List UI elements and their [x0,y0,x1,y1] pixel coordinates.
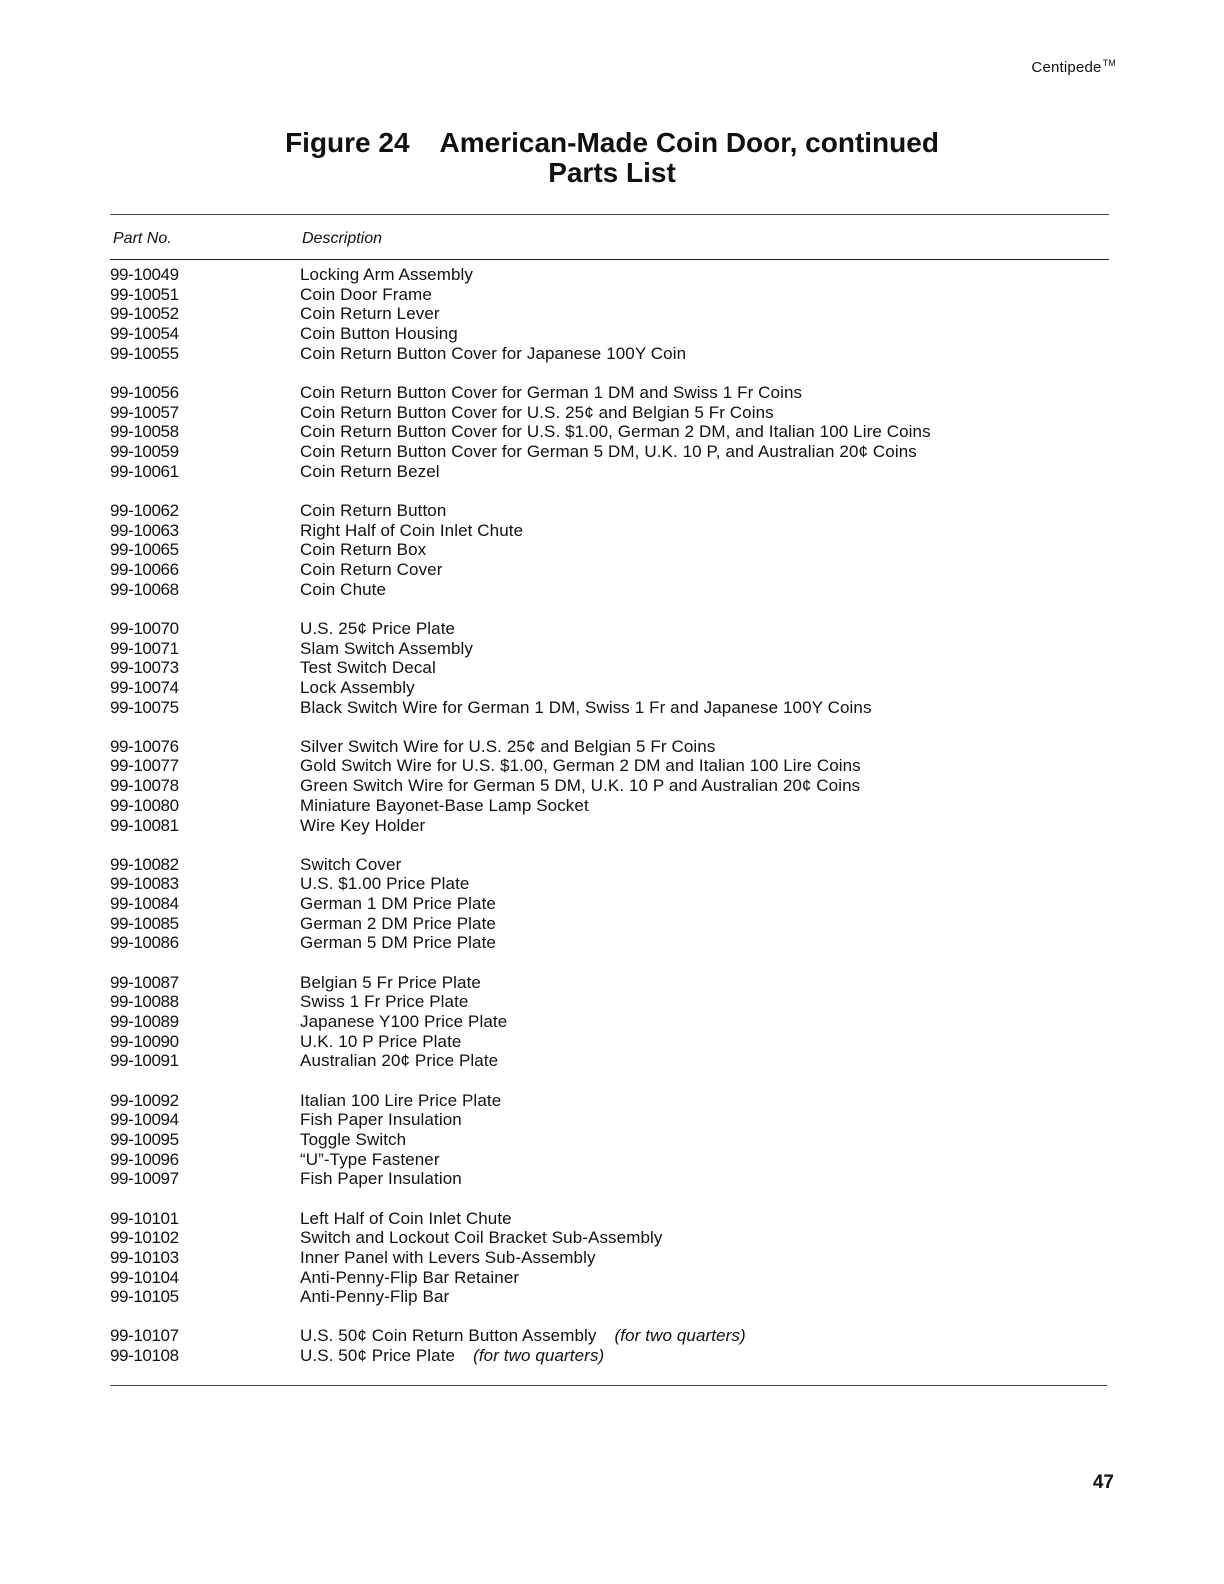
part-description-cell [300,816,1110,836]
part-number: 99-10070 [110,618,179,638]
part-description-cell [300,1091,1110,1111]
parts-group [110,855,1110,953]
parts-row [110,1130,1110,1150]
figure-title [0,128,1224,188]
parts-row [110,560,1110,580]
part-description-cell [300,992,1110,1012]
parts-row [110,344,1110,364]
part-description-cell [300,855,1110,875]
parts-list [110,265,1110,1385]
part-description: U.S. $1.00 Price Plate [300,874,470,894]
parts-row [110,442,1110,462]
part-description: Swiss 1 Fr Price Plate [300,992,469,1012]
page-number: 47 [1092,1472,1114,1493]
part-number: 99-10056 [110,382,179,402]
parts-row [110,933,1110,953]
part-description: German 5 DM Price Plate [300,933,496,953]
header-rule [110,259,1109,260]
part-description-cell [300,1326,1110,1346]
parts-row [110,403,1110,423]
part-description-cell [300,1032,1110,1052]
part-number: 99-10059 [110,442,179,461]
parts-row [110,894,1110,914]
part-description-cell [300,1346,1110,1366]
parts-row [110,383,1110,403]
parts-row [110,1248,1110,1268]
part-number: 99-10052 [110,304,179,324]
parts-row [110,462,1110,482]
part-description: Black Switch Wire for German 1 DM, Swiss 1 Fr and Japanese 100Y Coins [300,697,872,717]
parts-row [110,756,1110,776]
parts-row [110,324,1110,344]
part-description: Fish Paper Insulation [300,1110,462,1130]
part-description: Miniature Bayonet-Base Lamp Socket [300,795,589,815]
part-number: 99-10096 [110,1149,179,1169]
part-number: 99-10071 [110,638,179,658]
part-description-cell [300,1012,1110,1032]
part-description-cell [300,1287,1110,1307]
part-description-cell [300,776,1110,796]
parts-row [110,304,1110,324]
parts-group [110,501,1110,599]
parts-row [110,1150,1110,1170]
part-description-cell [300,1268,1110,1288]
part-description: Coin Return Button [300,500,447,520]
part-number: 99-10085 [110,913,179,933]
part-description-cell [300,678,1110,698]
part-number: 99-10054 [110,324,179,344]
part-description: German 2 DM Price Plate [300,913,496,933]
part-description: Japanese Y100 Price Plate [300,1012,508,1031]
part-number: 99-10049 [110,265,179,284]
parts-row [110,678,1110,698]
part-description-cell [300,1228,1110,1248]
part-description: Coin Return Box [300,540,427,560]
part-number: 99-10101 [110,1208,179,1228]
part-description: Coin Return Button Cover for German 5 DM, U.K. 10 P, and Australian 20¢ Coins [300,442,917,461]
part-number: 99-10094 [110,1110,179,1130]
running-header [1031,58,1116,76]
part-description: Coin Return Button Cover for U.S. $1.00, German 2 DM, and Italian 100 Lire Coins [300,422,931,442]
part-number: 99-10078 [110,776,179,796]
parts-group [110,737,1110,835]
part-number: 99-10080 [110,795,179,815]
part-description-cell [300,1169,1110,1189]
part-description-cell [300,422,1110,442]
part-number: 99-10103 [110,1247,179,1267]
parts-group [110,1326,1110,1365]
parts-row [110,265,1110,285]
part-description: Coin Return Lever [300,304,440,324]
parts-row [110,874,1110,894]
part-description: U.S. 50¢ Price Plate [300,1346,456,1366]
parts-group [110,1209,1110,1307]
part-description: Italian 100 Lire Price Plate [300,1090,502,1110]
part-description: Coin Return Bezel [300,461,440,481]
part-description-cell [300,973,1110,993]
parts-row [110,796,1110,816]
part-number: 99-10075 [110,697,179,717]
part-description-cell [300,403,1110,423]
parts-row [110,639,1110,659]
part-description: Switch and Lockout Coil Bracket Sub-Assembly [300,1228,663,1248]
top-rule [110,214,1109,215]
parts-row [110,914,1110,934]
part-description-cell [300,639,1110,659]
part-description: Belgian 5 Fr Price Plate [300,972,481,992]
part-description: Switch Cover [300,854,402,874]
part-description-cell [300,442,1110,462]
product-name: Centipede [1031,59,1102,76]
part-number: 99-10081 [110,815,179,835]
parts-row [110,1287,1110,1307]
parts-row [110,580,1110,600]
part-description: Coin Button Housing [300,324,458,344]
part-number: 99-10061 [110,461,179,481]
part-description-cell [300,265,1110,285]
parts-group [110,265,1110,363]
parts-row [110,501,1110,521]
parts-row [110,1012,1110,1032]
part-number: 99-10076 [110,736,179,756]
figure-number: Figure 24 [285,127,410,158]
part-description: Left Half of Coin Inlet Chute [300,1208,512,1228]
part-description-cell [300,1150,1110,1170]
part-description: Inner Panel with Levers Sub-Assembly [300,1247,596,1267]
parts-row [110,1051,1110,1071]
part-description: Fish Paper Insulation [300,1169,462,1189]
part-number: 99-10091 [110,1051,179,1071]
part-number: 99-10089 [110,1012,179,1031]
part-number: 99-10105 [110,1287,179,1307]
part-number: 99-10058 [110,422,179,442]
part-number: 99-10057 [110,402,179,422]
part-description-cell [300,796,1110,816]
parts-row [110,1091,1110,1111]
part-number: 99-10087 [110,972,179,992]
part-description: U.S. 50¢ Coin Return Button Assembly [300,1326,597,1346]
part-description: Coin Return Button Cover for German 1 DM and Swiss 1 Fr Coins [300,382,803,402]
part-description: Anti-Penny-Flip Bar [300,1287,450,1307]
part-number: 99-10051 [110,284,179,304]
part-number: 99-10065 [110,540,179,560]
part-number: 99-10088 [110,992,179,1012]
part-description: Green Switch Wire for German 5 DM, U.K. 10 P and Australian 20¢ Coins [300,776,861,796]
parts-group [110,619,1110,717]
column-header-description: Description [302,230,383,247]
parts-row [110,737,1110,757]
part-description: Silver Switch Wire for U.S. 25¢ and Belgian 5 Fr Coins [300,736,716,756]
parts-row [110,1169,1110,1189]
part-number: 99-10055 [110,343,179,363]
part-description: Australian 20¢ Price Plate [300,1051,499,1071]
part-description: Gold Switch Wire for U.S. $1.00, German 2 DM and Italian 100 Lire Coins [300,756,861,776]
part-number: 99-10092 [110,1090,179,1110]
parts-row [110,1268,1110,1288]
part-number: 99-10102 [110,1228,179,1248]
parts-row [110,973,1110,993]
parts-row [110,540,1110,560]
part-description-cell [300,658,1110,678]
trademark-mark: TM [1102,58,1116,68]
parts-row [110,1032,1110,1052]
part-description: Lock Assembly [300,677,415,697]
parts-row [110,1346,1110,1366]
parts-row [110,521,1110,541]
part-description-cell [300,698,1110,718]
part-description-cell [300,874,1110,894]
part-number: 99-10108 [110,1346,179,1366]
parts-row [110,285,1110,305]
part-number: 99-10086 [110,933,179,953]
part-number: 99-10084 [110,894,179,914]
part-note: (for two quarters) [473,1346,605,1366]
part-description: Coin Return Button Cover for U.S. 25¢ and Belgian 5 Fr Coins [300,402,774,422]
part-description: U.S. 25¢ Price Plate [300,618,456,638]
part-number: 99-10077 [110,756,179,776]
figure-subtitle: Parts List [548,157,676,188]
part-description-cell [300,304,1110,324]
parts-group [110,973,1110,1071]
parts-row [110,1209,1110,1229]
part-description-cell [300,933,1110,953]
part-description-cell [300,521,1110,541]
part-description: Anti-Penny-Flip Bar Retainer [300,1267,520,1287]
part-description: Coin Door Frame [300,284,432,304]
part-number: 99-10083 [110,874,179,894]
part-description: “U”-Type Fastener [300,1149,440,1169]
part-description: Test Switch Decal [300,658,436,678]
part-number: 99-10062 [110,500,179,520]
part-description-cell [300,462,1110,482]
part-description-cell [300,540,1110,560]
part-description-cell [300,756,1110,776]
part-description-cell [300,383,1110,403]
part-description: German 1 DM Price Plate [300,894,496,914]
parts-row [110,816,1110,836]
part-description-cell [300,285,1110,305]
parts-row [110,422,1110,442]
column-header-part-no: Part No. [113,230,172,247]
part-number: 99-10104 [110,1267,179,1287]
part-description-cell [300,501,1110,521]
part-description: Slam Switch Assembly [300,638,473,658]
parts-row [110,658,1110,678]
part-number: 99-10095 [110,1129,179,1149]
part-description: Locking Arm Assembly [300,265,474,284]
part-number: 99-10068 [110,579,179,599]
part-number: 99-10063 [110,520,179,540]
part-number: 99-10090 [110,1031,179,1051]
part-description-cell [300,914,1110,934]
part-description-cell [300,1209,1110,1229]
parts-row [110,698,1110,718]
part-description-cell [300,344,1110,364]
parts-group [110,383,1110,481]
part-description-cell [300,324,1110,344]
parts-row [110,855,1110,875]
part-description-cell [300,1110,1110,1130]
part-description-cell [300,560,1110,580]
part-description-cell [300,1130,1110,1150]
part-description-cell [300,737,1110,757]
part-description: U.K. 10 P Price Plate [300,1031,462,1051]
part-number: 99-10074 [110,677,179,697]
part-number: 99-10073 [110,658,179,678]
part-description-cell [300,580,1110,600]
parts-row [110,1228,1110,1248]
part-number: 99-10097 [110,1169,179,1189]
part-number: 99-10107 [110,1326,179,1346]
parts-group [110,1091,1110,1189]
part-description: Wire Key Holder [300,815,426,835]
part-note: (for two quarters) [614,1326,746,1346]
part-description: Coin Return Button Cover for Japanese 100Y Coin [300,343,687,363]
parts-row [110,776,1110,796]
parts-row [110,1110,1110,1130]
part-description-cell [300,619,1110,639]
part-description-cell [300,1248,1110,1268]
figure-name: American-Made Coin Door, continued [439,127,939,158]
bottom-rule [110,1385,1107,1386]
part-number: 99-10066 [110,559,179,579]
part-description: Right Half of Coin Inlet Chute [300,520,524,540]
part-description-cell [300,1051,1110,1071]
parts-row [110,992,1110,1012]
parts-row [110,1326,1110,1346]
part-description: Toggle Switch [300,1129,407,1149]
part-number: 99-10082 [110,854,179,874]
part-description: Coin Return Cover [300,559,443,579]
part-description-cell [300,894,1110,914]
part-description: Coin Chute [300,579,387,599]
parts-row [110,619,1110,639]
